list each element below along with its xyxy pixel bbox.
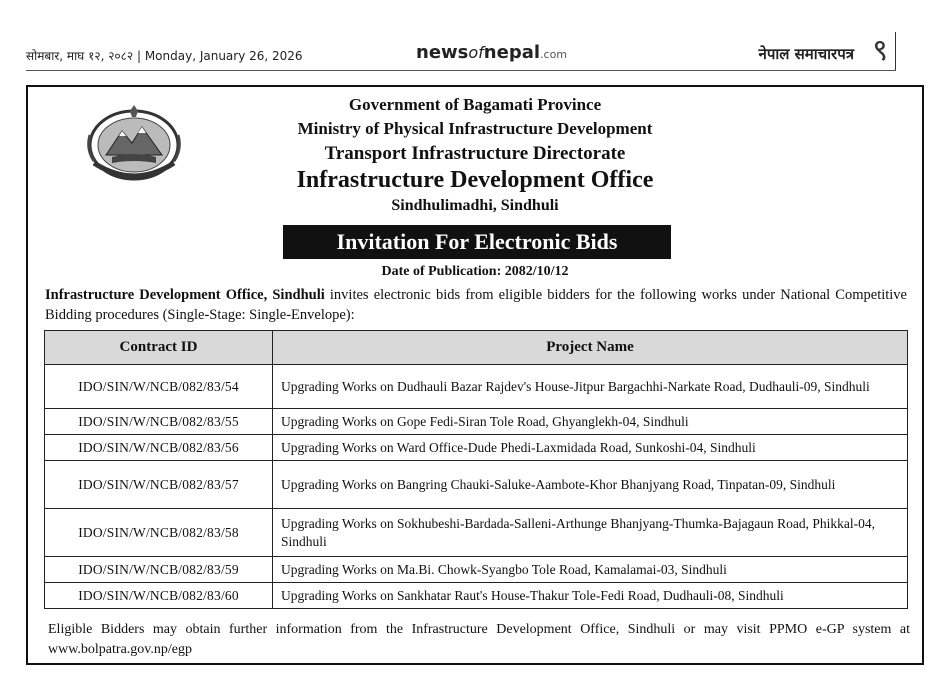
table-row	[45, 583, 908, 609]
brand-news: news	[416, 42, 469, 63]
table-row	[45, 509, 908, 557]
project-name-cell: Upgrading Works on Ward Office-Dude Phedi-Laxmidada Road, Sunkoshi-04, Sindhuli	[273, 435, 908, 461]
notice-title-banner: Invitation For Electronic Bids	[283, 225, 671, 259]
page-number-divider	[895, 32, 896, 70]
brand-domain: .com	[540, 48, 568, 61]
table-row	[45, 461, 908, 509]
intro-paragraph	[45, 285, 907, 325]
table-row	[45, 409, 908, 435]
project-name-cell: Upgrading Works on Sokhubeshi-Bardada-Salleni-Arthunge Bhanjyang-Thumka-Bajagaun Road, Phikkal-04, Sindhuli	[273, 509, 908, 557]
table-row	[45, 557, 908, 583]
project-name-cell: Upgrading Works on Bangring Chauki-Saluke-Aambote-Khor Bhanjyang Road, Tinpatan-09, Sindhuli	[273, 461, 908, 509]
footer-note: Eligible Bidders may obtain further information from the Infrastructure Development Office, Sindhuli or may visit PPMO e-GP system at www.bolpatra.gov.np/egp	[48, 622, 910, 657]
issuer-office: Infrastructure Development Office	[296, 167, 654, 193]
header-divider	[26, 70, 896, 71]
issuer-ministry: Ministry of Physical Infrastructure Development	[297, 119, 653, 138]
contract-id-cell: IDO/SIN/W/NCB/082/83/60	[45, 583, 273, 609]
paper-name: नेपाल समाचारपत्र	[758, 45, 854, 63]
contract-id-cell: IDO/SIN/W/NCB/082/83/56	[45, 435, 273, 461]
page-number: ९	[872, 33, 888, 68]
newsofnepal-logo[interactable]	[416, 42, 567, 63]
contract-id-cell: IDO/SIN/W/NCB/082/83/55	[45, 409, 273, 435]
brand-nepal: nepal	[483, 42, 541, 63]
project-name-cell: Upgrading Works on Ma.Bi. Chowk-Syangbo Tole Road, Kamalamai-03, Sindhuli	[273, 557, 908, 583]
newspaper-header	[26, 33, 896, 68]
table-header-row	[45, 331, 908, 365]
bids-table	[44, 330, 908, 609]
issue-date: सोमबार, माघ १२, २०८२ | Monday, January 26, 2026	[26, 49, 303, 63]
contract-id-cell: IDO/SIN/W/NCB/082/83/58	[45, 509, 273, 557]
project-name-cell: Upgrading Works on Sankhatar Raut's House-Thakur Tole-Fedi Road, Dudhauli-08, Sindhuli	[273, 583, 908, 609]
intro-office-name: Infrastructure Development Office, Sindhuli	[45, 287, 325, 303]
intro-text: invites electronic bids from eligible bidders for the following works under National Competitive Bidding procedures (Single-Stage: Single-Envelope):	[45, 287, 907, 323]
table-row	[45, 365, 908, 409]
project-name-cell: Upgrading Works on Gope Fedi-Siran Tole Road, Ghyanglekh-04, Sindhuli	[273, 409, 908, 435]
table-row	[45, 435, 908, 461]
contract-id-cell: IDO/SIN/W/NCB/082/83/57	[45, 461, 273, 509]
column-header-contract-id: Contract ID	[45, 331, 273, 365]
bid-notice	[26, 85, 924, 665]
contract-id-cell: IDO/SIN/W/NCB/082/83/54	[45, 365, 273, 409]
column-header-project-name: Project Name	[273, 331, 908, 365]
issuer-government: Government of Bagamati Province	[348, 95, 602, 114]
contract-id-cell: IDO/SIN/W/NCB/082/83/59	[45, 557, 273, 583]
project-name-cell: Upgrading Works on Dudhauli Bazar Rajdev's House-Jitpur Bargachhi-Narkate Road, Dudhauli-09, Sindhuli	[273, 365, 908, 409]
brand-of: of	[468, 43, 484, 62]
issuer-location: Sindhulimadhi, Sindhuli	[391, 197, 559, 214]
publication-date: Date of Publication: 2082/10/12	[381, 264, 569, 279]
issuer-directorate: Transport Infrastructure Directorate	[324, 143, 626, 164]
